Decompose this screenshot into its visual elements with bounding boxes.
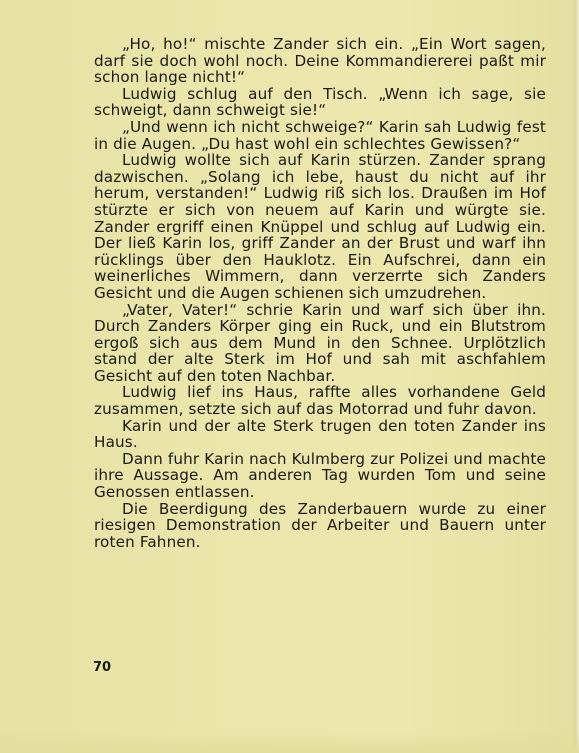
paragraph-8: Dann fuhr Karin nach Kulmberg zur Polizei und machte ihre Aussage. Am anderen Tag wurden Tom und seine Genossen entlassen. <box>94 449 546 502</box>
paragraph-1: „Ho, ho!“ mischte Zander sich ein. „Ein Wort sagen, darf sie doch wohl noch. Deine Kommandiererei paßt mir schon lange nicht!“ <box>94 35 546 87</box>
paragraph-4: Ludwig wollte sich auf Karin stürzen. Zander sprang dazwischen. „Solang ich lebe, haust du nicht auf ihr herum, verstanden!“ Ludwig riß sich los. Draußen im Hof stürzte er sich von neuem auf Karin und würgte sie. Zander ergriff einen Knüppel und schlug auf Ludwig ein. Der ließ Karin los, griff Zander an der Brust und warf ihn rücklings über den Hauklotz. Ein Aufschrei, dann ein weinerliches Wimmern, dann verzerrte sich Zanders Gesicht und die Augen schienen sich umzudrehen. <box>94 151 546 302</box>
page-edge-right <box>571 0 579 753</box>
paragraph-2: Ludwig schlug auf den Tisch. „Wenn ich sage, sie schweigt, dann schweigt sie!“ <box>94 84 546 120</box>
paragraph-3: „Und wenn ich nicht schweige?“ Karin sah Ludwig fest in die Augen. „Du hast wohl ein schlechtes Gewissen?“ <box>94 117 546 153</box>
page-number: 70 <box>93 660 112 675</box>
paragraph-9: Die Beerdigung des Zanderbauern wurde zu einer riesigen Demonstration der Arbeiter und Bauern unter roten Fahnen. <box>94 499 546 551</box>
paragraph-6: Ludwig lief ins Haus, raffte alles vorhandene Geld zusammen, setzte sich auf das Motorrad und fuhr davon. <box>94 383 546 419</box>
body-text <box>94 36 546 550</box>
paragraph-7: Karin und der alte Sterk trugen den toten Zander ins Haus. <box>94 416 546 452</box>
page-edge-bottom <box>0 731 579 753</box>
paragraph-5: „Vater, Vater!“ schrie Karin und warf sich über ihn. Durch Zanders Körper ging ein Ruck, und ein Blutstrom ergoß sich aus dem Mund in den Schnee. Urplötzlich stand der alte Sterk im Hof und sah mit aschfahlem Gesicht auf den toten Nachbar. <box>94 300 546 385</box>
